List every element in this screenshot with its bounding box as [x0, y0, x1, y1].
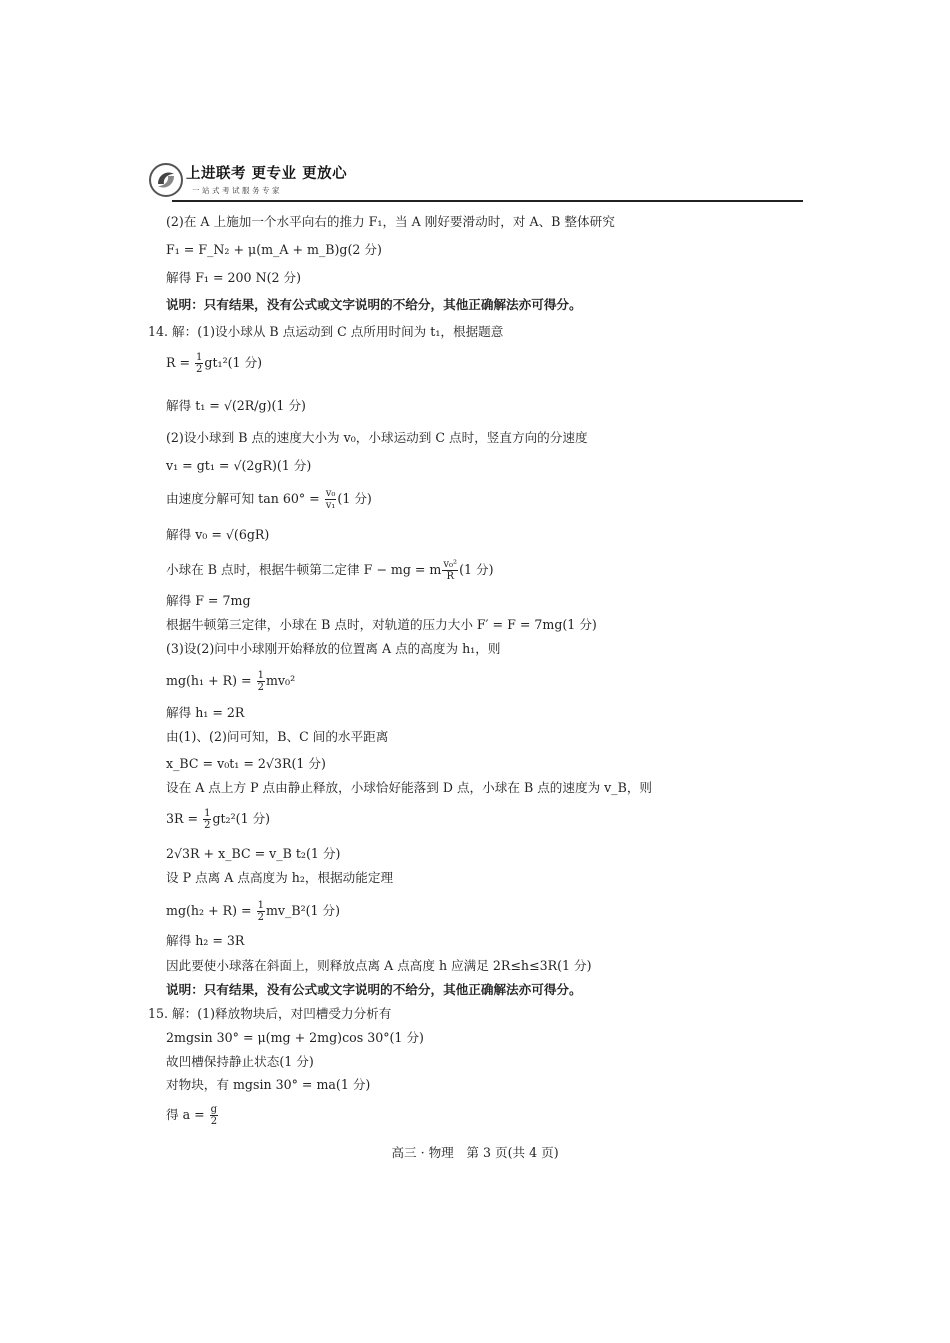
- denominator: 2: [196, 364, 203, 375]
- page-footer: 高三 · 物理 第 3 页(共 4 页): [391, 1145, 559, 1160]
- equation-line: [166, 1104, 219, 1127]
- equation-text: gt₁²(1 分): [204, 355, 263, 370]
- scoring-note: 说明：只有结果，没有公式或文字说明的不给分，其他正确解法亦可得分。: [166, 297, 582, 312]
- equation-line: 对物块，有 mgsin 30° = ma(1 分): [166, 1077, 371, 1092]
- scoring-note: 说明：只有结果，没有公式或文字说明的不给分，其他正确解法亦可得分。: [166, 982, 582, 997]
- equation-line: 解得 t₁ = √(2R/g)(1 分): [166, 398, 306, 413]
- equation-line: [166, 900, 340, 923]
- answer-line: (2)设小球到 B 点的速度大小为 v₀，小球运动到 C 点时，竖直方向的分速度: [166, 430, 588, 445]
- numerator: v₀: [325, 488, 336, 499]
- equation-line: v₁ = gt₁ = √(2gR)(1 分): [166, 458, 312, 473]
- question-14-heading: 14. 解：(1)设小球从 B 点运动到 C 点所用时间为 t₁，根据题意: [148, 324, 504, 339]
- denominator: v₁: [325, 500, 336, 511]
- fraction: [195, 352, 203, 375]
- brand-name: 上进联考 更专业 更放心: [186, 166, 348, 182]
- denominator: 2: [257, 682, 264, 693]
- answer-line: 设在 A 点上方 P 点由静止释放，小球恰好能落到 D 点，小球在 B 点的速度为 v_B，则: [166, 780, 653, 795]
- equation-text: mg(h₁ + R) =: [166, 673, 256, 688]
- denominator: 2: [210, 1116, 218, 1127]
- equation-line: 2mgsin 30° = μ(mg + 2mg)cos 30°(1 分): [166, 1030, 424, 1045]
- numerator: 1: [204, 808, 211, 819]
- equation-text: (1 分): [337, 491, 372, 506]
- equation-text: gt₂²(1 分): [212, 811, 271, 826]
- header-rule: [172, 200, 803, 202]
- answer-line: (2)在 A 上施加一个水平向右的推力 F₁，当 A 刚好要滑动时，对 A、B 整体研究: [166, 214, 615, 229]
- equation-line: [166, 352, 262, 375]
- fraction: [442, 559, 458, 582]
- equation-line: 解得 F = 7mg: [166, 593, 251, 608]
- fraction: [325, 488, 337, 511]
- denominator: 2: [257, 912, 264, 923]
- answer-line: 故凹槽保持静止状态(1 分): [166, 1054, 314, 1069]
- equation-line: [166, 488, 372, 511]
- answer-line: 解得 F₁ = 200 N(2 分): [166, 270, 302, 285]
- denominator: R: [446, 571, 454, 582]
- equation-text: R =: [166, 355, 195, 370]
- answer-line: 由(1)、(2)问可知，B、C 间的水平距离: [166, 729, 389, 744]
- equation-text: mv₀²: [265, 673, 296, 688]
- equation-text: (1 分): [459, 562, 494, 577]
- equation-line: x_BC = v₀t₁ = 2√3R(1 分): [166, 756, 326, 771]
- answer-line: 因此要使小球落在斜面上，则释放点离 A 点高度 h 应满足 2R≤h≤3R(1 分): [166, 958, 592, 973]
- answer-line: 设 P 点离 A 点高度为 h₂，根据动能定理: [166, 870, 394, 885]
- equation-line: F₁ = F_N₂ + μ(m_A + m_B)g(2 分): [166, 242, 382, 257]
- numerator: 1: [257, 670, 264, 681]
- fraction: [257, 900, 265, 923]
- page-header: [148, 158, 803, 206]
- equation-text: mv_B²(1 分): [265, 903, 341, 918]
- equation-text: mg(h₂ + R) =: [166, 903, 256, 918]
- fraction: [257, 670, 265, 693]
- numerator: v₀²: [443, 559, 458, 570]
- answer-line: (3)设(2)问中小球刚开始释放的位置离 A 点的高度为 h₁，则: [166, 641, 501, 656]
- equation-text: 3R =: [166, 811, 203, 826]
- equation-line: 解得 v₀ = √(6gR): [166, 527, 270, 542]
- equation-line: 解得 h₁ = 2R: [166, 705, 245, 720]
- numerator: g: [210, 1104, 218, 1115]
- equation-text: 得 a =: [166, 1107, 209, 1122]
- numerator: 1: [196, 352, 203, 363]
- numerator: 1: [257, 900, 264, 911]
- equation-line: [166, 808, 270, 831]
- equation-text: 小球在 B 点时，根据牛顿第二定律 F − mg = m: [166, 562, 442, 577]
- denominator: 2: [204, 820, 211, 831]
- equation-line: 解得 h₂ = 3R: [166, 933, 245, 948]
- fraction: [210, 1104, 218, 1127]
- equation-line: 2√3R + x_BC = v_B t₂(1 分): [166, 846, 341, 861]
- brand-slogan: 一站式考试服务专家: [192, 186, 282, 195]
- equation-line: [166, 559, 494, 582]
- equation-text: 由速度分解可知 tan 60° =: [166, 491, 324, 506]
- fraction: [203, 808, 211, 831]
- answer-line: 根据牛顿第三定律，小球在 B 点时，对轨道的压力大小 F′ = F = 7mg(1 分): [166, 617, 597, 632]
- logo-icon: [148, 162, 184, 198]
- equation-line: [166, 670, 295, 693]
- question-15-heading: 15. 解：(1)释放物块后，对凹槽受力分析有: [148, 1006, 392, 1021]
